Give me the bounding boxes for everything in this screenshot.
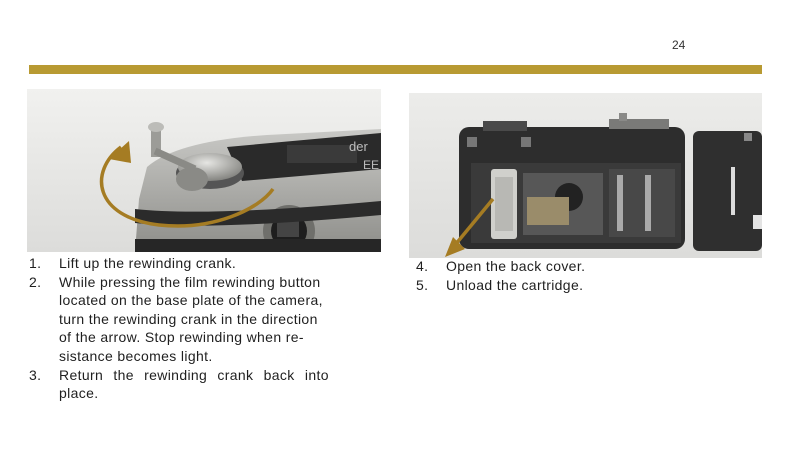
step-number: 2. [29, 273, 42, 290]
step-text: Lift up the rewinding crank. [59, 255, 237, 271]
page-number: 24 [672, 38, 686, 52]
svg-text:der: der [349, 139, 368, 154]
step-line: While pressing the film rewinding button [59, 273, 321, 290]
accent-bar [29, 65, 762, 74]
step-number: 5. [416, 276, 429, 293]
step-text: Open the back cover. [446, 258, 586, 274]
open-back-cover-photo [409, 93, 762, 258]
step-item [416, 276, 746, 295]
step-number: 3. [29, 366, 42, 383]
step-line: sistance becomes light. [59, 347, 213, 364]
step-line: of the arrow. Stop rewinding when re- [59, 329, 304, 346]
right-steps-list [416, 257, 746, 294]
step-line: place. [59, 385, 99, 402]
left-steps-list [29, 254, 377, 403]
step-item [416, 257, 746, 276]
step-line: turn the rewinding crank in the direction [59, 310, 318, 327]
step-text [59, 273, 377, 366]
step-text: Unload the cartridge. [446, 276, 584, 293]
step-line: located on the base plate of the camera, [59, 292, 323, 309]
step-number: 1. [29, 255, 42, 271]
svg-text:EE: EE [363, 158, 380, 172]
step-item [29, 254, 377, 273]
step-item [29, 273, 377, 366]
step-item [29, 366, 377, 403]
step-text [59, 366, 377, 403]
step-number: 4. [416, 258, 429, 274]
rewind-crank-photo [27, 89, 381, 252]
step-line: Return the rewinding crank back into [59, 366, 329, 383]
